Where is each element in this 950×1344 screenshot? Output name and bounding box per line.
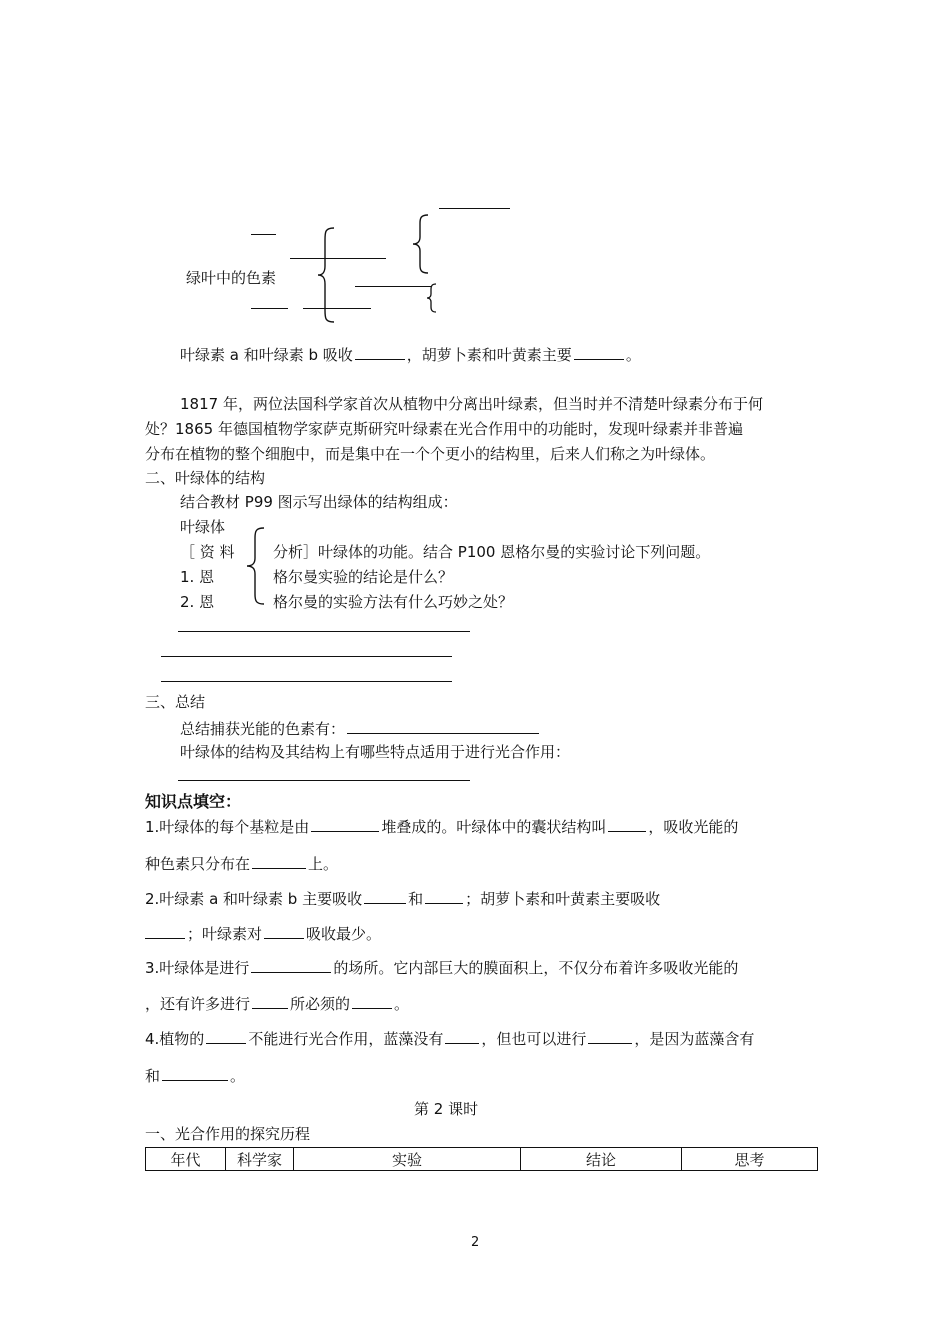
fill-blank[interactable] <box>252 852 306 869</box>
fill-blank[interactable] <box>311 815 379 832</box>
text: ，吸收光能的 <box>648 818 739 836</box>
diagram-label: 绿叶中的色素 <box>186 269 277 287</box>
text: 叶绿素 a 和叶绿素 b 吸收 <box>180 346 353 364</box>
text: 吸收最少。 <box>306 925 382 943</box>
history-paragraph-line: 处？1865 年德国植物学家萨克斯研究叶绿素在光合作用中的功能时，发现叶绿素并非普遍 <box>145 420 743 438</box>
answer-line[interactable] <box>161 681 452 682</box>
chloroplast-label: 叶绿体 <box>180 518 226 536</box>
page-number: 2 <box>471 1235 480 1250</box>
knowledge-item-1-cont <box>145 852 338 874</box>
section-heading: 三、总结 <box>145 693 206 711</box>
text: 3.叶绿体是进行 <box>145 959 250 977</box>
text: ；叶绿素对 <box>187 925 263 943</box>
text: 上。 <box>308 855 339 873</box>
text: 4.植物的 <box>145 1030 205 1048</box>
knowledge-heading: 知识点填空： <box>145 792 242 811</box>
text: 。 <box>625 346 641 364</box>
text: ，胡萝卜素和叶黄素主要 <box>406 346 572 364</box>
left-brace-icon <box>424 283 438 313</box>
answer-line[interactable] <box>178 780 470 781</box>
fill-blank[interactable] <box>608 815 646 832</box>
section-heading: 二、叶绿体的结构 <box>145 469 266 487</box>
text: 。 <box>394 995 410 1013</box>
section-heading: 一、光合作用的探究历程 <box>145 1125 311 1143</box>
text: 种色素只分布在 <box>145 855 251 873</box>
blank-line <box>290 258 386 259</box>
text: 所必须的 <box>290 995 351 1013</box>
table-header-row <box>146 1148 818 1171</box>
knowledge-item-3 <box>145 956 738 978</box>
fill-blank[interactable] <box>145 922 185 939</box>
material-text: 分析］叶绿体的功能。结合 P100 恩格尔曼的实验讨论下列问题。 <box>273 543 711 561</box>
fill-blank[interactable] <box>425 887 463 904</box>
material-prefix: ［ 资 料 <box>180 543 235 561</box>
knowledge-item-4-cont <box>145 1064 245 1086</box>
blank-line <box>355 286 431 287</box>
question-text: 格尔曼的实验方法有什么巧妙之处？ <box>273 593 514 611</box>
blank-line <box>251 308 288 309</box>
lesson-title: 第 2 课时 <box>414 1100 479 1118</box>
summary-question: 叶绿体的结构及其结构上有哪些特点适用于进行光合作用： <box>180 743 571 761</box>
blank-line <box>439 208 510 209</box>
text: 和 <box>145 1067 161 1085</box>
text: ；胡萝卜素和叶黄素主要吸收 <box>465 890 661 908</box>
text: 总结捕获光能的色素有： <box>180 720 346 738</box>
history-paragraph-line: 1817 年，两位法国科学家首次从植物中分离出叶绿素，但当时并不清楚叶绿素分布于何 <box>180 395 763 413</box>
left-brace-icon <box>316 226 336 324</box>
text: ，但也可以进行 <box>481 1030 587 1048</box>
table-header-cell: 结论 <box>521 1148 682 1171</box>
text: ，还有许多进行 <box>145 995 251 1013</box>
question-number: 1. 恩 <box>180 568 215 586</box>
text: 不能进行光合作用，蓝藻没有 <box>248 1030 444 1048</box>
history-paragraph-line: 分布在植物的整个细胞中，而是集中在一个个更小的结构里，后来人们称之为叶绿体。 <box>145 445 716 463</box>
text: 。 <box>230 1067 246 1085</box>
fill-blank[interactable] <box>264 922 304 939</box>
table-header-cell: 年代 <box>146 1148 226 1171</box>
left-brace-icon <box>244 526 266 606</box>
fill-blank[interactable] <box>347 717 539 734</box>
fill-blank[interactable] <box>574 343 624 360</box>
summary-line <box>180 717 541 739</box>
text: 的场所。它内部巨大的膜面积上，不仅分布着许多吸收光能的 <box>333 959 739 977</box>
answer-line[interactable] <box>178 631 470 632</box>
table-header-cell: 科学家 <box>226 1148 294 1171</box>
blank-line <box>251 234 276 235</box>
fill-blank[interactable] <box>445 1027 479 1044</box>
knowledge-item-4 <box>145 1027 754 1049</box>
left-brace-icon <box>410 213 430 275</box>
question-number: 2. 恩 <box>180 593 215 611</box>
blank-line <box>303 308 371 309</box>
text: 堆叠成的。叶绿体中的囊状结构叫 <box>381 818 607 836</box>
text: 和 <box>408 890 424 908</box>
fill-blank[interactable] <box>206 1027 246 1044</box>
knowledge-item-2-cont <box>145 922 381 944</box>
history-table <box>145 1147 818 1171</box>
table-header-cell: 实验 <box>294 1148 521 1171</box>
knowledge-item-2 <box>145 887 660 909</box>
question-text: 格尔曼实验的结论是什么？ <box>273 568 454 586</box>
fill-blank[interactable] <box>251 956 331 973</box>
fill-blank[interactable] <box>162 1064 228 1081</box>
text: ，是因为蓝藻含有 <box>634 1030 755 1048</box>
knowledge-item-1 <box>145 815 738 837</box>
fill-blank[interactable] <box>252 992 288 1009</box>
text: 2.叶绿素 a 和叶绿素 b 主要吸收 <box>145 890 363 908</box>
fill-blank[interactable] <box>588 1027 632 1044</box>
instruction-text: 结合教材 P99 图示写出绿体的结构组成： <box>180 493 458 511</box>
text: 1.叶绿体的每个基粒是由 <box>145 818 310 836</box>
fill-blank[interactable] <box>352 992 392 1009</box>
fill-blank[interactable] <box>355 343 405 360</box>
table-header-cell: 思考 <box>682 1148 818 1171</box>
knowledge-item-3-cont <box>145 992 409 1014</box>
answer-line[interactable] <box>161 656 452 657</box>
pigment-absorption-line <box>180 343 641 365</box>
fill-blank[interactable] <box>364 887 406 904</box>
